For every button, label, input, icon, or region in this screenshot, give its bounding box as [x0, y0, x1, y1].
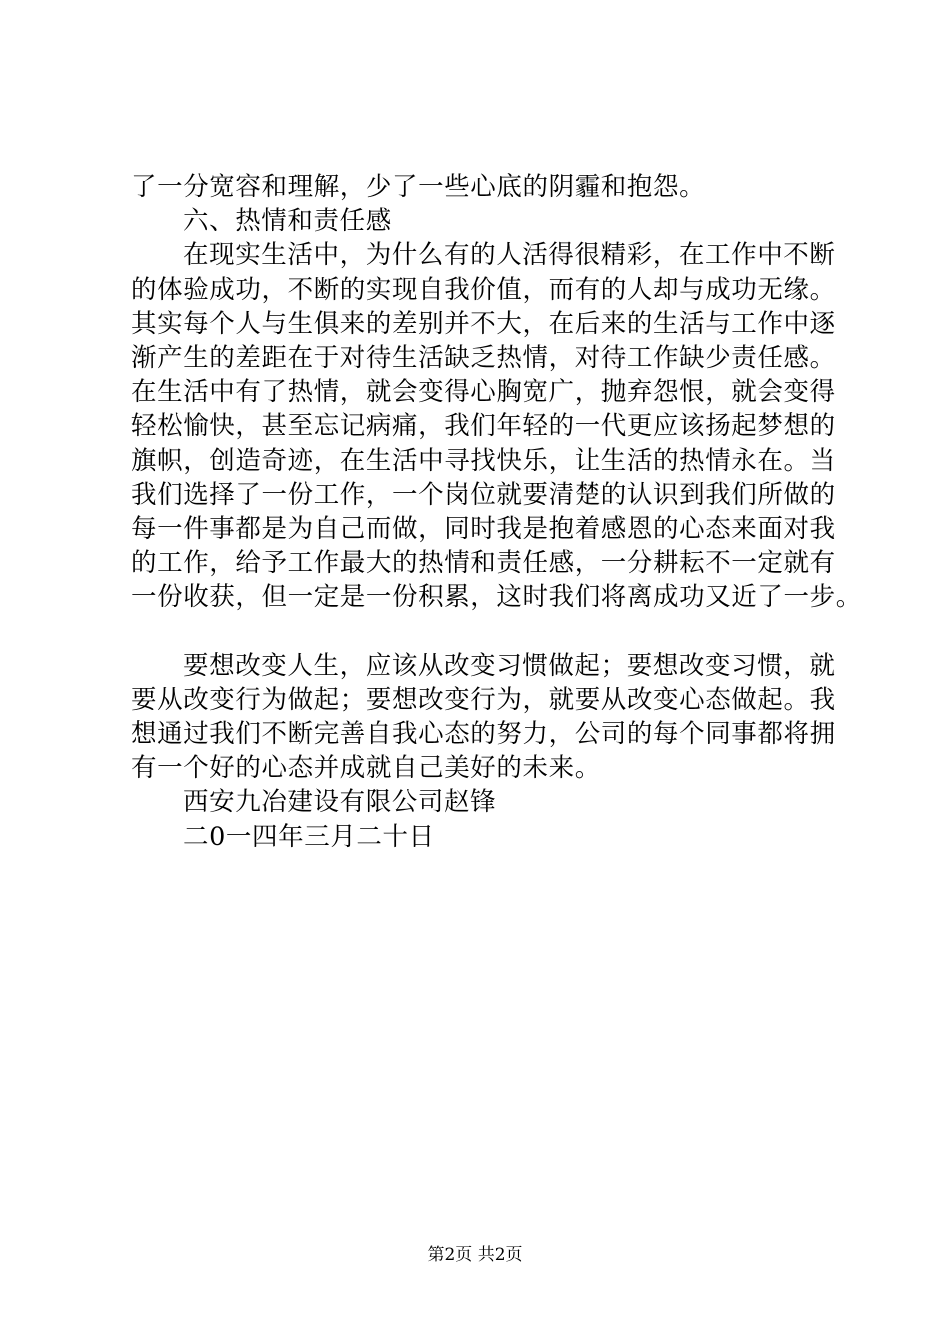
text-line: 了一分宽容和理解，少了一些心底的阴霾和抱怨。 [131, 172, 706, 202]
page-number: 第2页 共2页 [427, 1245, 523, 1265]
text-line: 旗帜，创造奇迹，在生活中寻找快乐，让生活的热情永在。当 [131, 445, 836, 476]
signature [131, 785, 851, 819]
text-line: 要从改变行为做起；要想改变行为，就要从改变心态做起。我 [131, 684, 836, 715]
paragraph-spacer [131, 615, 851, 649]
paragraph-1 [131, 238, 862, 614]
text-line: 在现实生活中，为什么有的人活得很精彩，在工作中不断 [183, 240, 836, 271]
paragraph-2 [131, 649, 851, 786]
text-line: 在生活中有了热情，就会变得心胸宽广，抛弃怨恨，就会变得 [131, 377, 836, 408]
heading-text: 六、热情和责任感 [183, 206, 392, 237]
date-text: 二0一四年三月二十日 [183, 821, 435, 852]
continuation-line [131, 170, 851, 204]
document-body [131, 170, 862, 854]
text-line: 的工作，给予工作最大的热情和责任感，一分耕耘不一定就有 [131, 548, 836, 579]
text-line: 想通过我们不断完善自我心态的努力，公司的每个同事都将拥 [131, 719, 836, 750]
page-footer [0, 1240, 950, 1265]
text-line: 渐产生的差距在于对待生活缺乏热情，对待工作缺少责任感。 [131, 343, 836, 374]
text-line: 有一个好的心态并成就自己美好的未来。 [131, 753, 601, 784]
date [131, 820, 851, 854]
text-line: 要想改变人生，应该从改变习惯做起；要想改变习惯，就 [183, 650, 836, 681]
text-line: 的体验成功，不断的实现自我价值，而有的人却与成功无缘。 [131, 274, 836, 305]
signature-text: 西安九冶建设有限公司赵锋 [183, 787, 497, 818]
text-line: 轻松愉快，甚至忘记病痛，我们年轻的一代更应该扬起梦想的 [131, 411, 836, 442]
text-line: 每一件事都是为自己而做，同时我是抱着感恩的心态来面对我 [131, 514, 836, 545]
text-line: 其实每个人与生俱来的差别并不大，在后来的生活与工作中逐 [131, 308, 836, 339]
text-line: 一份收获，但一定是一份积累，这时我们将离成功又近了一步。 [131, 582, 862, 613]
section-heading [131, 204, 851, 238]
text-line: 我们选择了一份工作，一个岗位就要清楚的认识到我们所做的 [131, 479, 836, 510]
